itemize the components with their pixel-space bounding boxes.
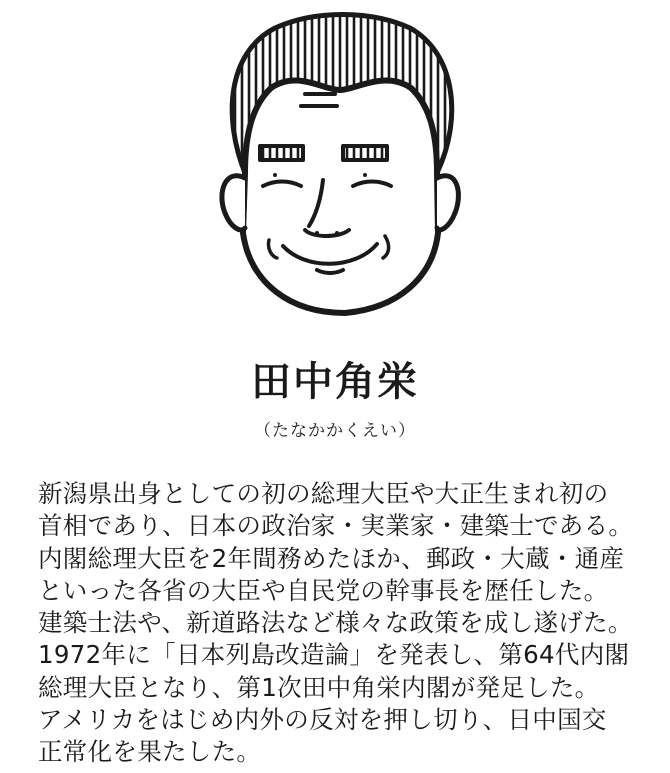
right-ear: [437, 176, 458, 230]
bio-line: といった各省の大臣や自民党の幹事長を歴任した。: [38, 575, 609, 605]
name-reading: （たなかかくえい）: [254, 421, 416, 441]
biography: [38, 478, 648, 769]
bio-line: アメリカをはじめ内外の反対を押し切り、日中国交: [38, 705, 607, 735]
caricature-portrait-icon: [205, 8, 475, 328]
face-outline: [243, 80, 438, 313]
bio-line: 首相であり、日本の政治家・実業家・建築士である。: [38, 511, 634, 541]
bio-line: 内閣総理大臣を2年間務めたほか、郵政・大蔵・通産: [38, 543, 625, 573]
bio-line: 1972年に「日本列島改造論」を発表し、第64代内閣: [38, 640, 630, 670]
bio-line: 建築士法や、新道路法など様々な政策を成し遂げた。: [38, 608, 633, 638]
bio-line: 総理大臣となり、第1次田中角栄内閣が発足した。: [38, 672, 600, 702]
person-name: 田中角栄: [251, 359, 419, 405]
bio-line: 正常化を果たした。: [38, 737, 262, 767]
bio-line: 新潟県出身としての初の総理大臣や大正生まれ初の: [38, 479, 609, 508]
left-ear: [222, 176, 245, 230]
